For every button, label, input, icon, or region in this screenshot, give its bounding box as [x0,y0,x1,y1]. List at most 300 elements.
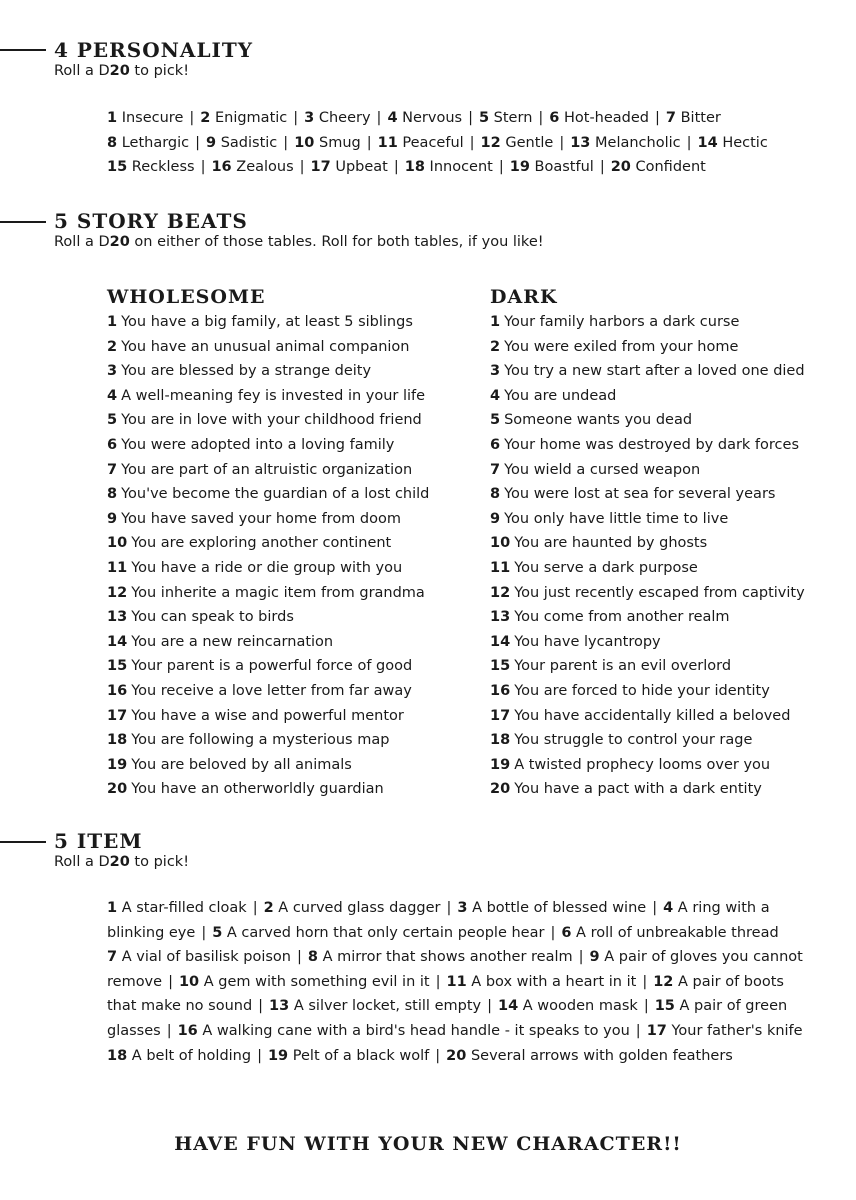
personality-trait-number: 17 [310,159,331,176]
item-entry-text: Your father's knife [671,1022,803,1039]
wholesome-beat-text: You were adopted into a loving family [121,436,395,453]
wholesome-beat-number: 19 [107,756,128,773]
story-beats-rule [0,221,46,223]
dark-beat-number: 9 [490,510,501,527]
wholesome-beat-text: You have saved your home from doom [121,510,401,527]
separator: | [296,949,302,966]
dark-beat [490,408,805,433]
dark-beat-number: 4 [490,387,501,404]
personality-trait-text: Stern [493,110,533,126]
personality-trait [304,110,370,126]
personality-trait-number: 3 [304,110,315,126]
wholesome-beat-number: 10 [107,535,128,552]
dark-beat-text: You try a new start after a loved one died [504,363,805,380]
wholesome-beat-number: 16 [107,682,128,699]
dark-beat-text: You just recently escaped from captivity [514,584,805,601]
wholesome-beat [107,408,429,433]
wholesome-beat-number: 17 [107,707,128,724]
separator: | [252,900,258,916]
personality-trait-number: 2 [200,110,211,126]
dark-beat-text: Your parent is an evil overlord [514,658,732,675]
wholesome-beat [107,310,429,335]
item-entry-line [107,921,807,946]
personality-trait-text: Melancholic [595,134,681,151]
dark-beat-text: You only have little time to live [504,510,729,527]
dark-beat-number: 13 [490,609,511,626]
item-entry-text: that make no sound [107,998,253,1015]
separator: | [635,1022,641,1039]
wholesome-beat [107,433,429,458]
separator: | [578,949,584,966]
wholesome-beat-text: You have an unusual animal companion [121,338,410,355]
dark-beat-number: 10 [490,535,511,552]
separator: | [189,110,195,126]
personality-trait-number: 5 [478,110,490,126]
personality-trait-line [107,106,797,131]
item-entry-line [107,970,807,995]
personality-trait-number: 8 [107,134,118,151]
wholesome-beat-text: You have a big family, at least 5 siblings [121,314,413,330]
dark-beat-number: 19 [490,756,511,773]
personality-trait [200,110,287,126]
dark-beat-text: You wield a cursed weapon [504,461,701,478]
personality-trait-number: 9 [206,134,217,151]
wholesome-beat-number: 7 [107,461,118,478]
item-entry-number: 14 [497,998,519,1015]
item-title: 5 ITEM [54,829,143,853]
item-entry [498,998,638,1014]
personality-trait [570,135,680,151]
separator: | [642,973,648,990]
wholesome-beat-number: 4 [107,387,118,404]
item-entry-text: A walking cane with a bird's head handle - it speaks to you [202,1022,630,1039]
dark-beat [490,728,805,753]
dark-beat-number: 12 [490,584,511,601]
personality-trait [549,110,649,126]
wholesome-beat [107,556,429,581]
wholesome-beat [107,679,429,704]
wholesome-beat [107,605,429,630]
dark-beat-text: Your family harbors a dark curse [504,314,740,330]
personality-trait-text: Hectic [722,134,768,151]
personality-title: 4 PERSONALITY [54,38,254,62]
wholesome-beat-number: 2 [107,338,118,355]
item-entry-number: 2 [263,900,274,916]
personality-trait-number: 16 [211,159,232,176]
dark-beat-number: 7 [490,461,501,478]
personality-trait [405,159,493,175]
dark-beat-number: 6 [490,436,501,453]
dark-beat [490,605,805,630]
personality-trait-text: Zealous [236,159,294,176]
personality-trait-text: Boastful [534,159,594,176]
personality-trait-text: Enigmatic [214,110,288,126]
dark-beat [490,777,805,802]
item-entry-text: A carved horn that only certain people hear [226,924,545,941]
item-entry-text: remove [107,973,163,990]
item-entry-number: 1 [107,900,118,916]
dark-beat [490,753,805,778]
dark-beat-number: 1 [490,314,501,330]
item-entry-number: 18 [107,1047,128,1064]
separator: | [257,1047,262,1064]
dark-beat [490,556,805,581]
item-entry-line [107,1044,807,1069]
item-subtitle: Roll a D20 to pick! [54,854,190,870]
personality-trait-number: 12 [480,134,501,151]
personality-trait [387,110,462,126]
separator: | [538,110,544,126]
item-entry-text: A mirror that shows another realm [322,949,573,966]
separator: | [201,924,207,941]
item-entry-number: 8 [307,949,318,966]
dark-beat-text: You serve a dark purpose [514,559,698,576]
dark-beat [490,507,805,532]
dark-beat-text: You were exiled from your home [504,338,739,355]
separator: | [487,998,492,1015]
item-entry-line [107,994,807,1019]
personality-trait-text: Innocent [429,159,493,176]
dark-list [490,310,805,802]
dark-beat-text: You come from another realm [514,609,730,626]
personality-rule [0,49,46,51]
wholesome-beat-number: 1 [107,314,118,330]
personality-trait [311,159,388,175]
dark-beat-number: 3 [490,363,501,380]
personality-trait-text: Confident [635,159,706,176]
item-entry-text: A belt of holding [131,1047,252,1064]
story-beats-subtitle: Roll a D20 on either of those tables. Roll for both tables, if you like! [54,234,544,250]
item-entry [107,974,162,990]
wholesome-beat-number: 9 [107,510,118,527]
separator: | [366,134,372,151]
dark-beat-number: 2 [490,338,501,355]
wholesome-beat-text: You are in love with your childhood friend [121,412,422,429]
dark-beat [490,654,805,679]
personality-trait-line [107,155,797,180]
personality-trait-number: 18 [404,159,425,176]
item-entry [107,1023,161,1039]
personality-trait [211,159,293,175]
wholesome-beat-text: You are following a mysterious map [131,732,390,749]
wholesome-beat-number: 18 [107,732,128,749]
item-entry-text: A silver locket, still empty [293,998,482,1015]
item-entry-number: 4 [663,900,674,916]
item-entry [653,974,784,990]
dark-beat [490,630,805,655]
item-entry-text: A box with a heart in it [471,973,637,990]
dark-beat-number: 18 [490,732,511,749]
item-entry-number: 20 [446,1047,467,1064]
item-entry [212,925,544,941]
wholesome-beat [107,384,429,409]
personality-trait [107,110,183,126]
wholesome-beat-text: You have a ride or die group with you [131,559,403,576]
item-entry-number: 7 [107,949,118,966]
separator: | [283,134,289,151]
item-entry [107,1048,251,1064]
wholesome-beat-text: A well-meaning fey is invested in your life [121,387,426,404]
personality-trait [666,110,721,126]
personality-trait-text: Nervous [402,110,463,126]
separator: | [376,110,382,126]
separator: | [599,159,605,176]
item-entry [655,998,787,1014]
personality-trait-text: Insecure [121,110,184,126]
personality-trait-number: 1 [107,110,118,126]
item-rule [0,841,46,843]
item-entry [179,974,430,990]
item-entry [308,949,573,965]
separator: | [435,1047,441,1064]
personality-list [107,106,797,180]
dark-beat [490,359,805,384]
wholesome-beat-number: 12 [107,584,128,601]
wholesome-beat-text: You inherite a magic item from grandma [131,584,425,601]
item-entry-text: A pair of gloves you cannot [604,949,803,966]
item-entry-text: blinking eye [107,924,196,941]
item-entry [457,900,646,916]
item-entry [107,949,291,965]
item-entry-number: 12 [653,973,674,990]
separator: | [559,134,565,151]
dark-beat [490,581,805,606]
item-entry-line [107,945,807,970]
wholesome-beat [107,581,429,606]
separator: | [686,134,692,151]
item-entry-number: 15 [654,998,675,1015]
item-entry-line [107,1019,807,1044]
personality-trait-text: Cheery [318,110,371,126]
separator: | [258,998,264,1015]
item-entry-text: Pelt of a black wolf [292,1047,430,1064]
wholesome-beat [107,482,429,507]
separator: | [550,924,556,941]
personality-trait-number: 20 [610,159,631,176]
item-entry [561,925,778,941]
item-entry-text: A roll of unbreakable thread [576,924,779,941]
personality-trait-text: Bitter [680,110,721,126]
dark-beat [490,458,805,483]
separator: | [643,998,649,1015]
separator: | [468,110,473,126]
personality-trait [294,135,361,151]
separator: | [168,973,173,990]
item-entry-text: glasses [107,1022,161,1039]
personality-trait-number: 6 [549,110,560,126]
item-entry-number: 10 [178,973,200,990]
wholesome-beat-text: You are beloved by all animals [131,756,352,773]
personality-trait [481,135,554,151]
separator: | [393,159,399,176]
separator: | [200,159,206,176]
dark-beat [490,384,805,409]
wholesome-beat-number: 8 [107,486,118,503]
wholesome-beat-number: 6 [107,436,118,453]
item-entry-number: 16 [177,1022,198,1039]
separator: | [293,110,299,126]
item-entry [590,949,803,965]
dark-beat-text: You have a pact with a dark entity [514,781,762,798]
wholesome-beat [107,654,429,679]
dark-beat [490,679,805,704]
personality-trait-number: 15 [107,159,128,176]
dark-beat-text: You were lost at sea for several years [504,486,776,503]
dark-beat-number: 20 [490,781,511,798]
dark-beat [490,531,805,556]
wholesome-list [107,310,429,802]
personality-trait [206,135,277,151]
wholesome-beat-number: 5 [107,412,118,429]
personality-trait [510,159,594,175]
separator: | [655,110,660,126]
wholesome-beat-text: You are a new reincarnation [131,633,334,650]
dark-beat-number: 11 [490,559,511,576]
dark-beat-text: A twisted prophecy looms over you [514,756,771,773]
wholesome-beat-number: 3 [107,363,118,380]
personality-trait [479,110,532,126]
wholesome-beat-number: 20 [107,781,128,798]
dark-title: DARK [490,286,558,308]
personality-trait-text: Sadistic [220,134,278,151]
separator: | [446,900,452,916]
item-entry-number: 9 [589,949,600,966]
item-entry [447,974,637,990]
personality-trait [107,135,189,151]
wholesome-beat-number: 15 [107,658,128,675]
item-entry-number: 3 [457,900,468,916]
personality-trait-text: Gentle [505,134,554,151]
wholesome-beat [107,704,429,729]
item-entry-number: 19 [267,1047,289,1064]
personality-trait-number: 4 [387,110,398,126]
item-entry [446,1048,733,1064]
wholesome-beat-text: You receive a love letter from far away [131,682,412,699]
dark-beat-text: You have accidentally killed a beloved [514,707,791,724]
dark-beat [490,482,805,507]
dark-beat-text: Your home was destroyed by dark forces [504,436,799,453]
dark-beat-text: You have lycantropy [514,633,661,650]
wholesome-beat [107,507,429,532]
dark-beat-number: 16 [490,682,511,699]
item-entry-text: Several arrows with golden feathers [470,1047,733,1064]
wholesome-beat [107,630,429,655]
item-entry-text: A vial of basilisk poison [121,949,291,966]
dark-beat [490,310,805,335]
item-entry-number: 6 [561,924,572,941]
item-entry-line [107,896,807,921]
item-entry [107,925,195,941]
personality-trait-number: 19 [509,159,530,176]
wholesome-beat-text: You have a wise and powerful mentor [131,707,404,724]
story-beats-title: 5 STORY BEATS [54,209,248,233]
wholesome-beat [107,458,429,483]
separator: | [435,973,441,990]
separator: | [166,1022,172,1039]
personality-trait-number: 10 [294,134,315,151]
dark-beat-text: You are haunted by ghosts [514,535,708,552]
wholesome-beat-number: 11 [107,559,128,576]
wholesome-beat [107,531,429,556]
separator: | [498,159,504,176]
item-entry-text: A gem with something evil in it [203,973,430,990]
dark-beat-text: Someone wants you dead [504,412,693,429]
personality-trait-number: 7 [665,110,676,126]
personality-trait-text: Reckless [131,159,195,176]
item-entry [663,900,769,916]
personality-trait-text: Upbeat [335,159,388,176]
wholesome-beat-text: You are blessed by a strange deity [121,363,372,380]
separator: | [652,900,658,916]
dark-beat-text: You are forced to hide your identity [514,682,770,699]
item-entry-number: 5 [212,924,223,941]
personality-trait [107,159,195,175]
dark-beat [490,704,805,729]
separator: | [469,134,475,151]
footer-message: HAVE FUN WITH YOUR NEW CHARACTER!! [174,1133,682,1155]
personality-subtitle: Roll a D20 to pick! [54,63,190,79]
item-entry-text: A bottle of blessed wine [472,900,647,916]
wholesome-beat [107,753,429,778]
wholesome-beat-number: 14 [107,633,128,650]
item-entry [107,998,252,1014]
wholesome-beat [107,359,429,384]
personality-trait [378,135,464,151]
personality-trait [611,159,706,175]
dark-beat [490,335,805,360]
wholesome-beat [107,728,429,753]
wholesome-beat-text: You are exploring another continent [131,535,392,552]
item-entry [647,1023,803,1039]
dark-beat [490,433,805,458]
separator: | [299,159,305,176]
personality-trait-line [107,131,797,156]
separator: | [195,134,201,151]
dark-beat-number: 8 [490,486,501,503]
personality-trait-text: Hot-headed [563,110,650,126]
personality-trait-text: Smug [318,134,361,151]
item-entry-number: 13 [269,998,290,1015]
wholesome-title: WHOLESOME [107,286,266,308]
personality-trait-number: 11 [377,134,398,151]
wholesome-beat [107,777,429,802]
item-entry-text: A pair of boots [678,973,784,990]
personality-trait-text: Peaceful [402,134,464,151]
dark-beat-number: 14 [490,633,511,650]
item-entry-number: 11 [446,973,467,990]
item-entry [264,900,441,916]
wholesome-beat-number: 13 [107,609,128,626]
wholesome-beat-text: You can speak to birds [131,609,294,626]
item-entry [178,1023,630,1039]
personality-trait-number: 14 [697,134,718,151]
personality-trait-text: Lethargic [121,134,190,151]
wholesome-beat-text: You've become the guardian of a lost child [121,486,430,503]
item-entry [268,1048,429,1064]
item-entry [107,900,247,916]
item-entry-text: A pair of green [679,998,788,1015]
wholesome-beat-text: Your parent is a powerful force of good [131,658,413,675]
item-entry-number: 17 [646,1022,667,1039]
wholesome-beat-text: You have an otherworldly guardian [131,781,384,798]
item-entry-text: A star-filled cloak [121,900,247,916]
item-entry [269,998,481,1014]
dark-beat-number: 17 [490,707,511,724]
personality-trait-number: 13 [570,134,591,151]
dark-beat-number: 15 [490,658,511,675]
item-entry-text: A ring with a [677,900,770,916]
item-entry-text: A curved glass dagger [278,900,441,916]
